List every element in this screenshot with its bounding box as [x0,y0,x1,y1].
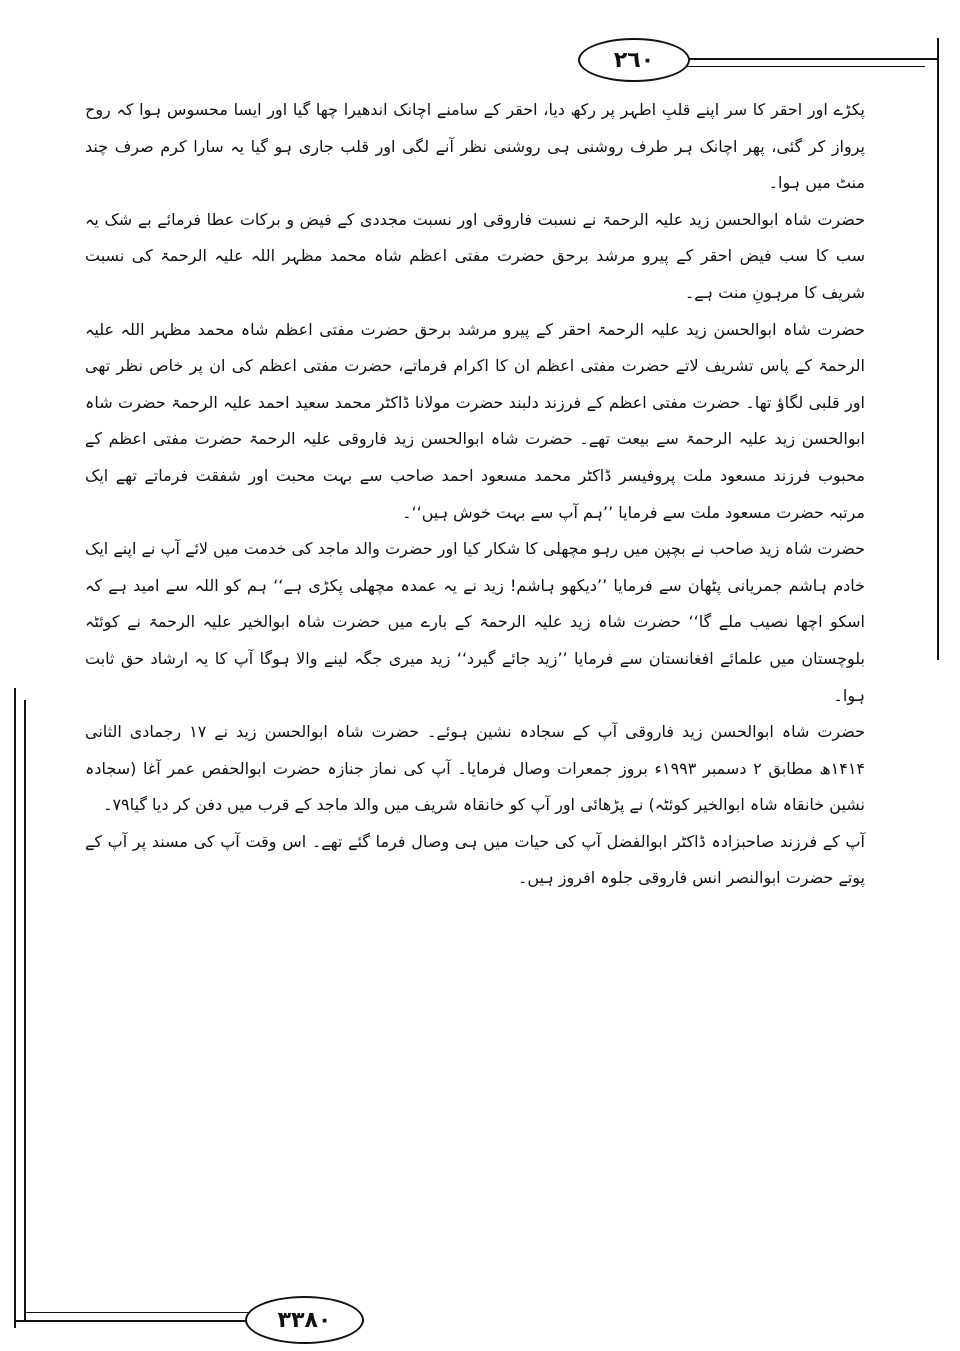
paragraph-3: حضرت شاہ ابوالحسن زید علیہ الرحمۃ احقر کے پیرو مرشد برحق حضرت مفتی اعظم شاہ محمد مظہر اللہ علیہ الرحمۃ کے پاس تشریف لاتے حضرت مفتی اعظم ان کا اکرام فرماتے، حضرت مفتی اعظم کی ان پر خاص نظر تھی اور قلبی لگاؤ تھا۔ حضرت مفتی اعظم کے فرزند دلبند حضرت مولانا ڈاکٹر محمد سعید احمد علیہ الرحمۃ حضرت شاہ ابوالحسن زید علیہ الرحمۃ سے بیعت تھے۔ حضرت شاہ ابوالحسن زید فاروقی علیہ الرحمۃ حضرت مفتی اعظم کے محبوب فرزند مسعود ملت پروفیسر ڈاکٹر محمد مسعود احمد صاحب سے بہت محبت اور شفقت فرماتے تھے ایک مرتبہ حضرت مسعود ملت سے فرمایا ’’ہم آپ سے بہت خوش ہیں‘‘۔ [85,319,865,522]
page-body [85,92,865,897]
paragraph-4: حضرت شاہ زید صاحب نے بچپن میں رہو مچھلی کا شکار کیا اور حضرت والد ماجد کی خدمت میں لائے آپ نے اپنے ایک خادم ہاشم جمریانی پٹھان سے فرمایا ’’دیکھو ہاشم! زید نے یہ عمدہ مچھلی پکڑی ہے‘‘ ہم کو اللہ سے امید ہے کہ اسکو اچھا نصیب ملے گا‘‘ حضرت شاہ زید علیہ الرحمۃ کے بارے میں حضرت شاہ ابوالخیر علیہ الرحمۃ نے کوئٹہ بلوچستان میں علمائے افغانستان سے فرمایا ’’زید جائے گیرد‘‘ زید میری جگہ لینے والا ہوگا آپ کا یہ ارشاد حق ثابت ہوا۔ [85,539,865,705]
paragraph-1: پکڑے اور احقر کا سر اپنے قلبِ اطہر پر رکھ دیا، احقر کے سامنے اچانک اندھیرا چھا گیا اور ایسا محسوس ہوا کہ روح پرواز کر گئی، پھر اچانک ہر طرف روشنی ہی روشنی نظر آنے لگی اور قلب جاری ہو گیا یہ سارا کرم صرف چند منٹ میں ہوا۔ [85,100,865,193]
border-left-inner [24,700,26,1320]
border-bottom-inner [24,1312,259,1313]
paragraph-5: حضرت شاہ ابوالحسن زید فاروقی آپ کے سجادہ نشین ہوئے۔ حضرت شاہ ابوالحسن زید نے ۱۷ رجمادی الثانی ۱۴۱۴ھ مطابق ۲ دسمبر ۱۹۹۳ء بروز جمعرات وصال فرمایا۔ آپ کی نماز جنازہ حضرت ابوالحفص عمر آغا (سجادہ نشین خانقاہ شاہ ابوالخیر کوئٹہ) نے پڑھائی اور آپ کو خانقاہ شریف میں والد ماجد کے قرب میں دفن کر دیا گیا۷۹۔ [85,722,866,815]
paragraph-2: حضرت شاہ ابوالحسن زید علیہ الرحمۃ نے نسبت فاروقی اور نسبت مجددی کے فیض و برکات عطا فرمائے بے شک یہ سب کا سب فیض احقر کے پیرو مرشد برحق حضرت مفتی اعظم شاہ محمد مظہر اللہ علیہ الرحمۃ کی نسبت شریف کا مرہونِ منت ہے۔ [85,209,865,302]
page-number-bottom [245,1296,364,1344]
border-right [937,38,939,660]
page-number-bottom-text: ۳۳۸٠ [277,1307,332,1333]
border-top-inner [655,66,925,67]
border-left [14,688,16,1328]
paragraph-6: آپ کے فرزند صاحبزادہ ڈاکٹر ابوالفضل آپ کی حیات میں ہی وصال فرما گئے تھے۔ اس وقت آپ کی مسند پر آپ کے پوتے حضرت ابوالنصر انس فاروقی جلوہ افروز ہیں۔ [85,831,865,888]
page-number-top-text: ۲٦٠ [613,47,655,73]
page-number-top [578,38,690,82]
border-top [648,58,938,60]
